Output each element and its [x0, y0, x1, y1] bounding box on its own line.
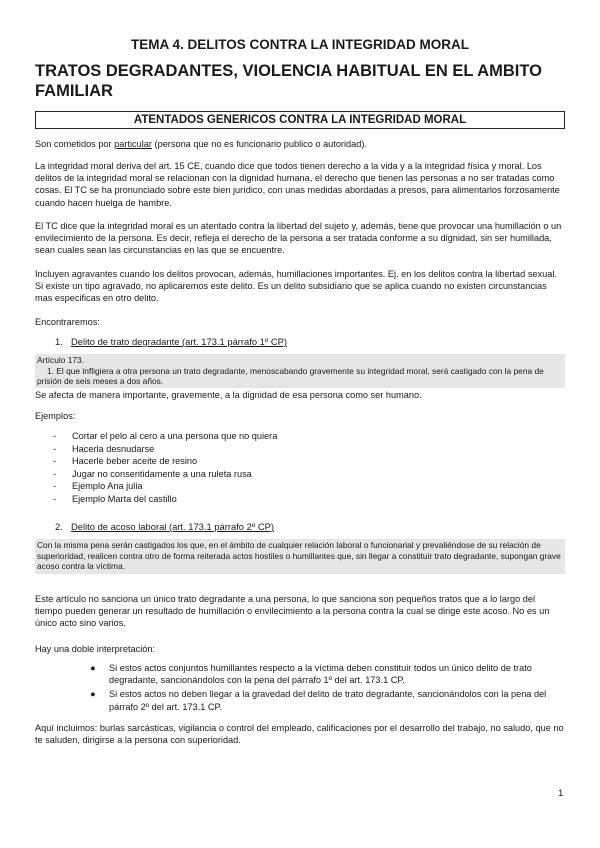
section-heading-2: 2. Delito de acoso laboral (art. 173.1 párrafo 2º CP): [55, 521, 275, 532]
article-quote: [35, 354, 565, 388]
boxed-heading: ATENTADOS GENERICOS CONTRA LA INTEGRIDAD MORAL: [35, 111, 565, 129]
list-item: - Ejemplo Ana julia: [53, 480, 277, 493]
paragraph-integridad: La integridad moral deriva del art. 15 CE, cuando dice que todos tienen derecho a la vida y a la integridad física y moral. Los delitos de la integridad moral se relacionan con la dignidad humana, el derecho que tienen las personas a no ser tratadas como cosas. El TC se ha pronunciado sobre este bien jurídico, con unas medidas abordadas a presos, para alimentarlos forzosamente cuando hacen huelga de hambre.: [35, 161, 560, 208]
paragraph-after-quote: Este artículo no sanciona un único trato degradante a una persona, lo que sanciona son pequeños tratos que a lo largo del tiempo pueden generar un resultado de humillación o envilecimiento a la persona contra la cual se dirige este acoso. No es un único acto sino varios.: [35, 594, 550, 629]
examples-label: Ejemplos:: [35, 411, 76, 421]
article-heading: Artículo 173.: [37, 355, 85, 365]
paragraph-after-article: Se afecta de manera importante, gravemente, a la dignidad de esa persona como ser humano.: [35, 390, 422, 400]
interpretation-list: [90, 662, 565, 715]
page-number: 1: [558, 788, 564, 799]
intro-paragraph: Son cometidos por particular (persona que no es funcionario publico o autoridad).: [35, 139, 367, 149]
list-item: ● Si estos actos conjuntos humillantes respecto a la víctima deben constituir todos un único delito de trato degradante, sancionándolos con la pena del párrafo 1º del art. 173.1 CP.: [90, 663, 532, 686]
document-subtitle: TRATOS DEGRADANTES, VIOLENCIA HABITUAL EN EL AMBITO FAMILIAR: [35, 62, 542, 100]
document-title: TEMA 4. DELITOS CONTRA LA INTEGRIDAD MORAL: [131, 37, 469, 52]
acoso-quote: Con la misma pena serán castigados los que, en el ámbito de cualquier relación laboral o funcionarial y prevaliéndose de su relación de superioridad, realicen contra otro de forma reiterada actos hostiles o humillantes que, sin llegar a constituir trato degradante, supongan grave acoso contra la víctima.: [35, 539, 565, 574]
list-item: - Hacerla desnudarse: [53, 443, 277, 456]
paragraph-agravantes: Incluyen agravantes cuando los delitos provocan, además, humillaciones importantes. Ej. en los delitos contra la libertad sexual. Si existe un tipo agravado, no aplicaremos este delito. Es un delito subsidiario que se aplica cuando no existen circunstancias mas especificas en otro delito.: [35, 269, 557, 304]
interpretation-label: Hay una doble interpretación:: [35, 644, 156, 654]
paragraph-tc: El TC dice que la integridad moral es un atentado contra la libertad del sujeto y, además, tiene que provocar una humillación o un envilecimiento de la persona. Es decir, refleja el derecho de la persona a ser tratada conforme a su dignidad, sin ser humillada, sean cuales sean las circunstancias en las que se encuentre.: [35, 221, 562, 256]
list-item: - Ejemplo Marta del castillo: [53, 493, 277, 506]
paragraph-final: Aquí incluimos: burlas sarcásticas, vigilancia o control del empleado, calificaciones por el desarrollo del trabajo, no saludo, que no te saluden, dirigirse a la persona con superioridad.: [35, 723, 564, 746]
examples-list: [53, 430, 277, 505]
section-heading-1: 1. Delito de trato degradante (art. 173.1 párrafo 1º CP): [55, 336, 288, 347]
list-item: ● Si estos actos no deben llegar a la gravedad del delito de trato degradante, sancionándolos con la pena del párrafo 2º del art. 173.1 CP.: [90, 689, 547, 712]
list-item: - Hacerle beber aceite de resino: [53, 455, 277, 468]
list-item: - Cortar el pelo al cero a una persona que no quiera: [53, 430, 277, 443]
list-item: - Jugar no consentidamente a una ruleta rusa: [53, 468, 277, 481]
article-text: 1. El que infligiera a otra persona un trato degradante, menoscabando gravemente su integridad moral, será castigado con la pena de prisión de seis meses a dos años.: [37, 365, 544, 386]
paragraph-encontraremos: Encontraremos:: [35, 317, 100, 327]
